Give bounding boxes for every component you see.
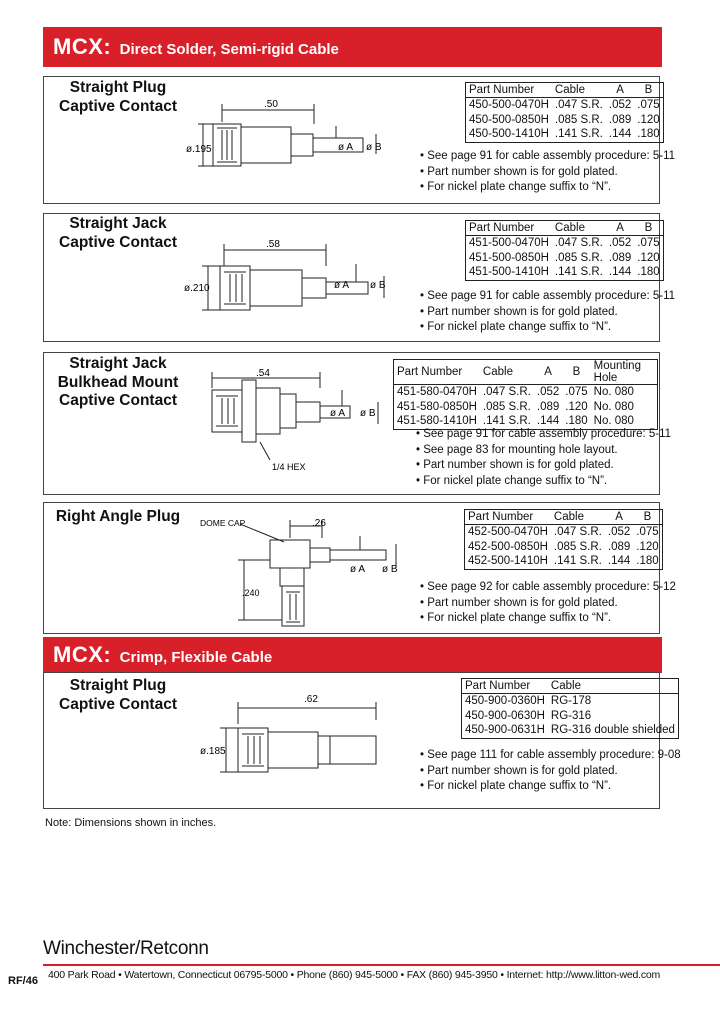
section-title: Straight Plug Captive Contact — [59, 677, 177, 713]
table-row: 451-580-1410H .141 S.R. .144 .180 No. 080 — [397, 415, 634, 428]
footer-rule — [43, 964, 720, 966]
note-item: • For nickel plate change suffix to “N”. — [420, 779, 681, 795]
note-item: • Part number shown is for gold plated. — [420, 165, 675, 181]
dim-length: .26 — [312, 518, 326, 529]
table-header: Part Number Cable A B — [465, 510, 663, 525]
table-row: 452-500-0850H .085 S.R. .089 .120 — [468, 540, 659, 553]
part-table — [393, 359, 658, 430]
note-item: • Part number shown is for gold plated. — [420, 305, 675, 321]
table-row: 450-900-0631H RG-316 double shielded — [465, 724, 675, 737]
dim-a: ø A — [338, 142, 354, 153]
dim-diameter: ø.195 — [186, 144, 212, 155]
dim-cap: DOME CAP — [200, 518, 246, 528]
table-row: 451-580-0470H .047 S.R. .052 .075 No. 080 — [397, 386, 634, 399]
footer-address: 400 Park Road • Watertown, Connecticut 06795-5000 • Phone (860) 945-5000 • FAX (860) 945-3950 • Internet: http://www.litton-wed.com — [48, 969, 661, 981]
banner-prefix: MCX: — [53, 34, 112, 59]
notes-list — [420, 289, 675, 336]
dim-a: ø A — [350, 564, 366, 575]
table-header: Part Number Cable — [462, 679, 679, 694]
note-item: • See page 91 for cable assembly procedure: 5-11 — [420, 149, 675, 165]
note-item: • Part number shown is for gold plated. — [420, 596, 676, 612]
part-table — [465, 220, 664, 281]
table-row: 452-500-1410H .141 S.R. .144 .180 — [468, 555, 659, 568]
straight-plug-drawing — [186, 96, 400, 182]
note-item: • Part number shown is for gold plated. — [416, 458, 671, 474]
dim-b: ø B — [382, 564, 398, 575]
crimp-plug-drawing — [200, 690, 410, 782]
note-item: • For nickel plate change suffix to “N”. — [416, 474, 671, 490]
dim-a: ø A — [334, 280, 350, 291]
notes-list — [416, 427, 671, 489]
notes-list — [420, 580, 676, 627]
dim-length: .58 — [266, 239, 280, 250]
table-row: 450-500-0470H .047 S.R. .052 .075 — [469, 99, 660, 112]
part-table — [464, 509, 663, 570]
brand-name: Winchester/Retconn — [43, 938, 209, 959]
dim-diameter: ø.210 — [184, 283, 210, 294]
right-angle-plug-drawing — [200, 510, 412, 634]
dim-b: ø B — [366, 142, 382, 153]
dim-a: ø A — [330, 408, 346, 419]
note-item: • For nickel plate change suffix to “N”. — [420, 320, 675, 336]
notes-list — [420, 149, 675, 196]
part-table — [465, 82, 664, 143]
dimensions-note: Note: Dimensions shown in inches. — [45, 817, 217, 829]
section-title: Right Angle Plug — [55, 508, 181, 525]
banner-crimp — [43, 637, 662, 673]
table-row: 450-500-0850H .085 S.R. .089 .120 — [469, 113, 660, 126]
dim-height: .240 — [242, 588, 260, 598]
table-row: 450-900-0630H RG-316 — [465, 709, 592, 722]
banner-direct-solder — [43, 27, 662, 67]
note-item: • Part number shown is for gold plated. — [420, 764, 681, 780]
banner-title: Crimp, Flexible Cable — [119, 649, 273, 666]
table-header: Part Number Cable A B Mounting Hole — [394, 360, 658, 385]
banner-title: Direct Solder, Semi-rigid Cable — [119, 41, 339, 58]
table-header: Part Number Cable A B — [466, 83, 664, 98]
table-row: 451-500-0470H .047 S.R. .052 .075 — [469, 237, 660, 250]
table-row: 451-500-0850H .085 S.R. .089 .120 — [469, 251, 660, 264]
table-header: Part Number Cable A B — [466, 221, 664, 236]
straight-jack-drawing — [184, 236, 400, 322]
dim-diameter: ø.185 — [200, 746, 226, 757]
dim-b: ø B — [370, 280, 386, 291]
part-table — [461, 678, 679, 739]
dim-length: .50 — [264, 99, 278, 110]
notes-list — [420, 748, 681, 795]
note-item: • See page 92 for cable assembly procedure: 5-12 — [420, 580, 676, 596]
section-title: Straight Jack Captive Contact — [59, 215, 177, 251]
table-row: 450-900-0360H RG-178 — [465, 695, 592, 708]
section-title: Straight Plug Captive Contact — [59, 79, 177, 115]
note-item: • See page 91 for cable assembly procedure: 5-11 — [420, 289, 675, 305]
banner-prefix: MCX: — [53, 642, 112, 667]
table-row: 450-500-1410H .141 S.R. .144 .180 — [469, 128, 660, 141]
table-row: 451-500-1410H .141 S.R. .144 .180 — [469, 266, 660, 279]
note-item: • For nickel plate change suffix to “N”. — [420, 611, 676, 627]
note-item: • See page 111 for cable assembly procedure: 9-08 — [420, 748, 681, 764]
note-item: • For nickel plate change suffix to “N”. — [420, 180, 675, 196]
dim-b: ø B — [360, 408, 376, 419]
note-item: • See page 91 for cable assembly procedure: 5-11 — [416, 427, 671, 443]
dim-hex: 1/4 HEX — [272, 462, 306, 472]
section-title: Straight Jack Bulkhead Mount Captive Contact — [57, 355, 179, 409]
dim-length: .62 — [304, 694, 318, 705]
table-row: 452-500-0470H .047 S.R. .052 .075 — [468, 526, 659, 539]
dim-length: .54 — [256, 368, 270, 379]
note-item: • See page 83 for mounting hole layout. — [416, 443, 671, 459]
table-row: 451-580-0850H .085 S.R. .089 .120 No. 080 — [397, 400, 634, 413]
bulkhead-jack-drawing — [200, 366, 392, 488]
page-number: RF/46 — [8, 975, 38, 987]
